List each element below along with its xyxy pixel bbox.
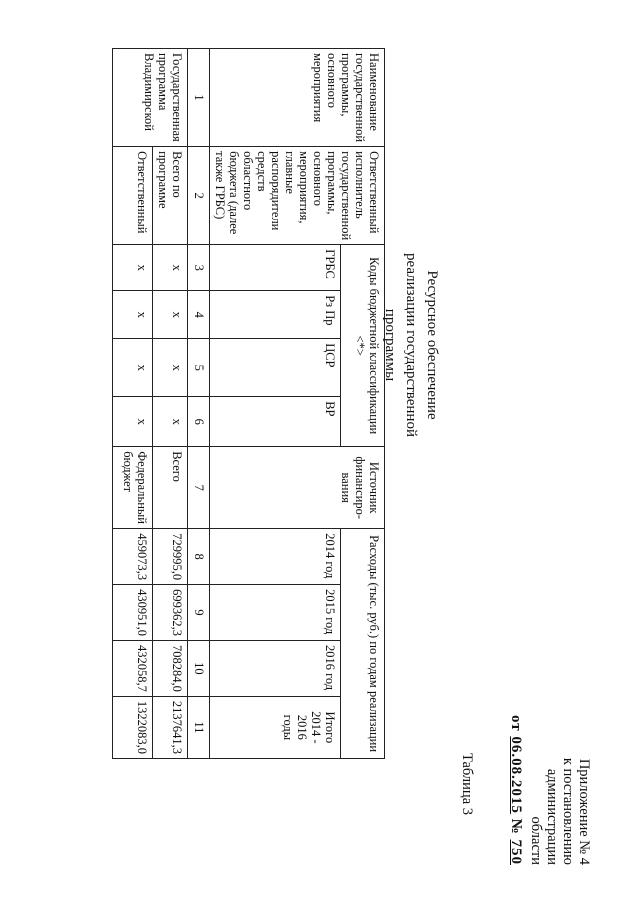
appendix-date: 06.08.2015 [508, 736, 524, 814]
appendix-line-3: администрации [544, 768, 560, 865]
header-vr: ВР [210, 397, 341, 447]
row-csr: х [153, 339, 188, 397]
row-csr: х [113, 339, 153, 397]
row-vr: х [113, 397, 153, 447]
number-prefix: № [508, 818, 524, 835]
row-value-2016: 708284,0 [153, 640, 188, 696]
col-number: 9 [188, 585, 210, 641]
row-value-2014: 459073,3 [113, 529, 153, 585]
header-row-1 [341, 49, 385, 759]
appendix-line-4: области [528, 816, 544, 865]
appendix-block [508, 705, 592, 865]
row-executor: Всего по программе [153, 147, 188, 245]
header-2015: 2015 год [210, 585, 341, 641]
col-number: 7 [188, 447, 210, 529]
header-expenses: Расходы (тыс. руб.) по годам реализации [341, 529, 385, 759]
row-source: Федеральный бюджет [113, 447, 153, 529]
header-name: Наименование государственной программы, основного мероприятия [210, 49, 385, 147]
appendix-line-2: к постановлению [560, 757, 576, 865]
row-rzpr: х [113, 291, 153, 339]
resource-table [112, 48, 385, 759]
document-title [379, 215, 442, 475]
row-value-2016: 432058,7 [113, 640, 153, 696]
appendix-number: 750 [508, 839, 524, 865]
col-number: 11 [188, 696, 210, 758]
title-line-1: Ресурсное обеспечение [424, 270, 440, 420]
header-total: Итого 2014 - 2016 годы [210, 696, 341, 758]
title-line-2: реализации государственной программы [382, 253, 419, 437]
row-grbs: х [113, 245, 153, 291]
row-grbs: х [153, 245, 188, 291]
header-grbs: ГРБС [210, 245, 341, 291]
appendix-date-line [508, 705, 524, 865]
program-name: Государственная программа Владимирской [113, 49, 188, 147]
column-number-row [188, 49, 210, 759]
col-number: 8 [188, 529, 210, 585]
row-value-2014: 729995,0 [153, 529, 188, 585]
row-value-2015: 430951,0 [113, 585, 153, 641]
header-csr: ЦСР [210, 339, 341, 397]
appendix-line-1: Приложение № 4 [576, 758, 592, 865]
row-value-total: 2137641,3 [153, 696, 188, 758]
header-rzpr: Рз Пр [210, 291, 341, 339]
row-value-total: 1322083,0 [113, 696, 153, 758]
date-prefix: от [508, 715, 524, 732]
header-source: Источник финансиро-вания [210, 447, 385, 529]
header-2014: 2014 год [210, 529, 341, 585]
col-number: 2 [188, 147, 210, 245]
row-source: Всего [153, 447, 188, 529]
col-number: 10 [188, 640, 210, 696]
col-number: 1 [188, 49, 210, 147]
row-vr: х [153, 397, 188, 447]
table-row [153, 49, 188, 759]
table-row [113, 49, 153, 759]
header-2016: 2016 год [210, 640, 341, 696]
row-value-2015: 699362,3 [153, 585, 188, 641]
header-codes: Коды бюджетной классификации <*> [341, 245, 385, 447]
col-number: 4 [188, 291, 210, 339]
row-executor: Ответственный [113, 147, 153, 245]
header-executor: Ответственный исполнитель государственной программы, основного мероприятия, главные распорядители средств областного бюджета (далее также ГРБС) [210, 147, 385, 245]
col-number: 5 [188, 339, 210, 397]
col-number: 3 [188, 245, 210, 291]
table-label: Таблица 3 [459, 752, 475, 815]
col-number: 6 [188, 397, 210, 447]
row-rzpr: х [153, 291, 188, 339]
